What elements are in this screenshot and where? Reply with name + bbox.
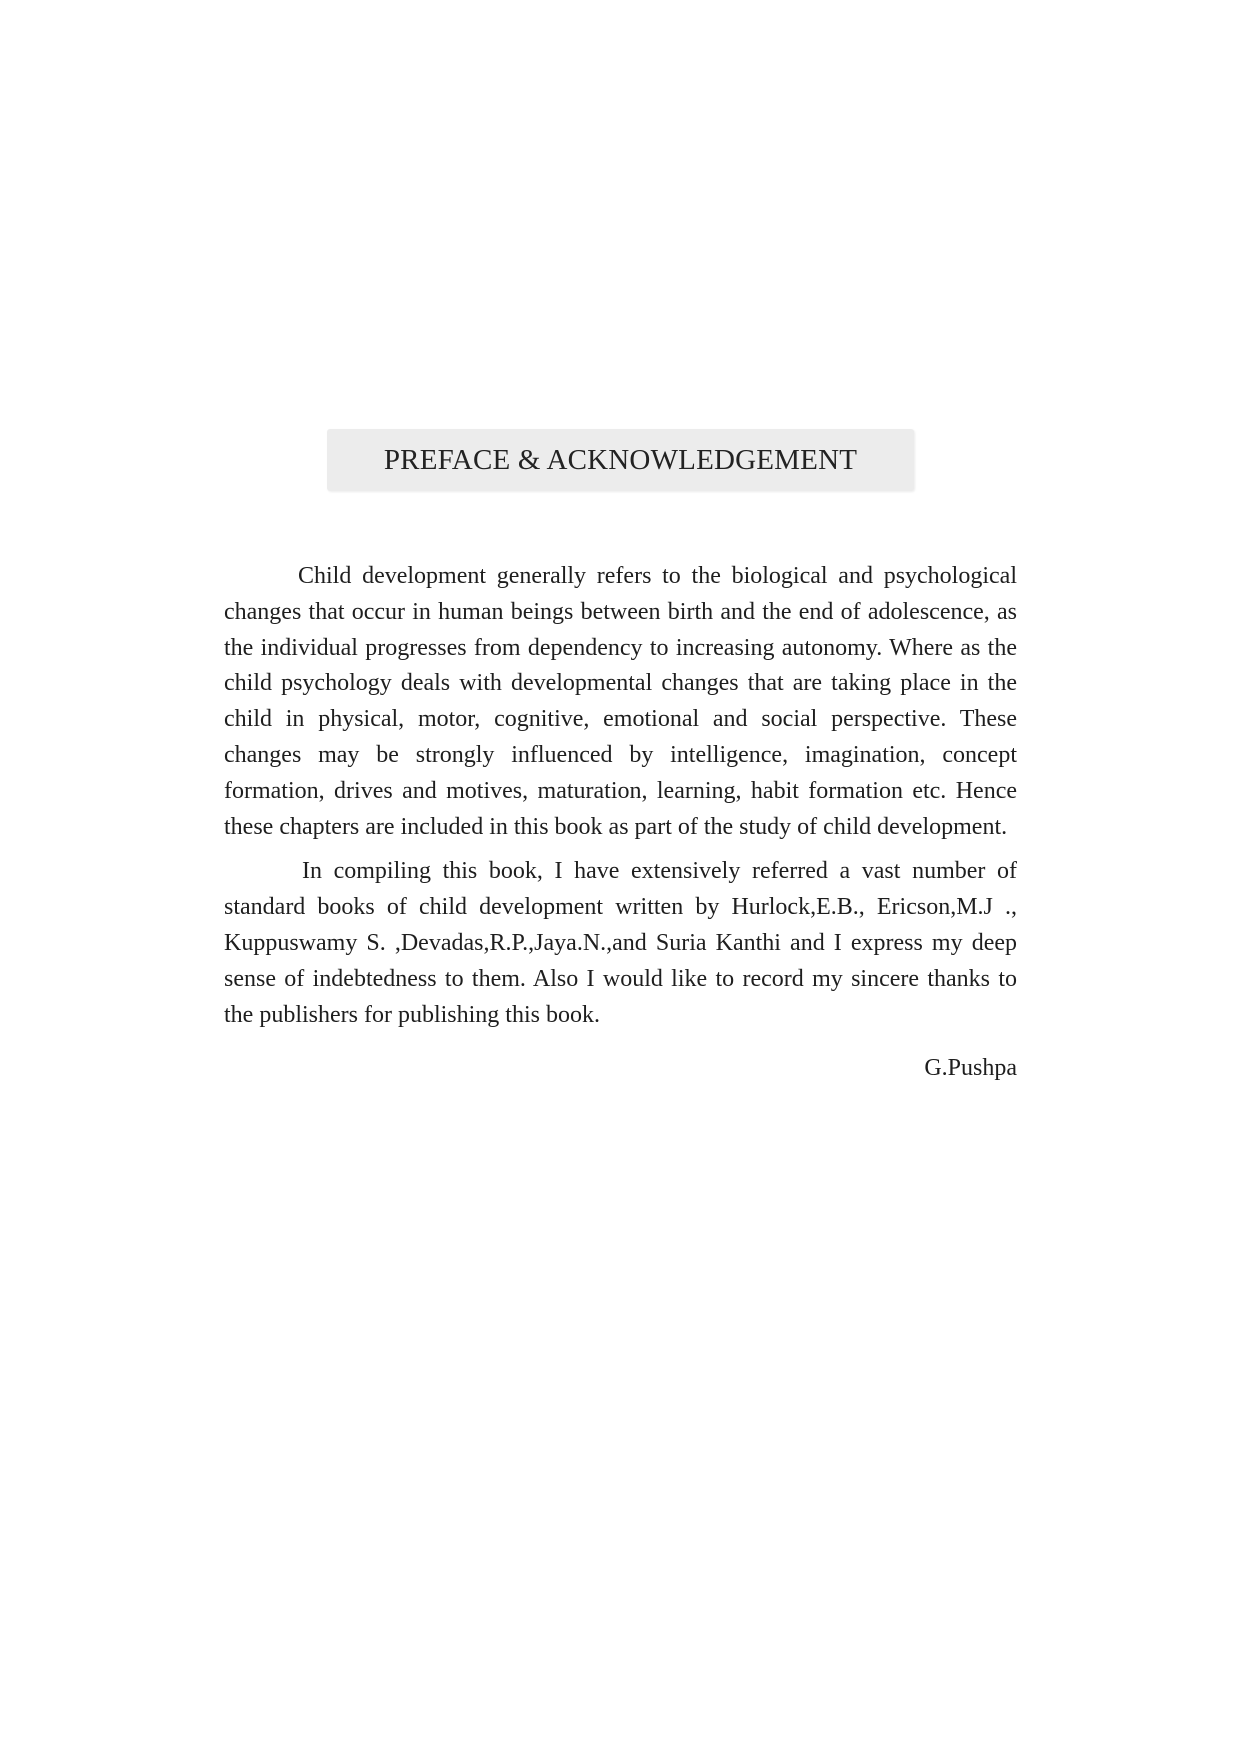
paragraph-intro: Child development generally refers to the biological and psychological changes that occur in human beings between birth and the end of adolescence, as the individual progresses from dependency to increasing autonomy. Where as the child psychology deals with developmental changes that are taking place in the child in physical, motor, cognitive, emotional and social perspective. These changes may be strongly influenced by intelligence, imagination, concept formation, drives and motives, maturation, learning, habit formation etc. Hence these chapters are included in this book as part of the study of child development. [224, 563, 1017, 840]
title-banner [327, 429, 914, 491]
page-title: PREFACE & ACKNOWLEDGEMENT [383, 443, 858, 476]
author-signature: G.Pushpa [924, 1055, 1017, 1082]
paragraph-acknowledgement: In compiling this book, I have extensively referred a vast number of standard books of child development written by Hurlock,E.B., Ericson,M.J ., Kuppuswamy S. ,Devadas,R.P.,Jaya.N.,and Suria Kanthi and I express my deep sense of indebtedness to them. Also I would like to record my sincere thanks to the publishers for publishing this book. [224, 858, 1017, 1028]
preface-body [224, 559, 1017, 1086]
